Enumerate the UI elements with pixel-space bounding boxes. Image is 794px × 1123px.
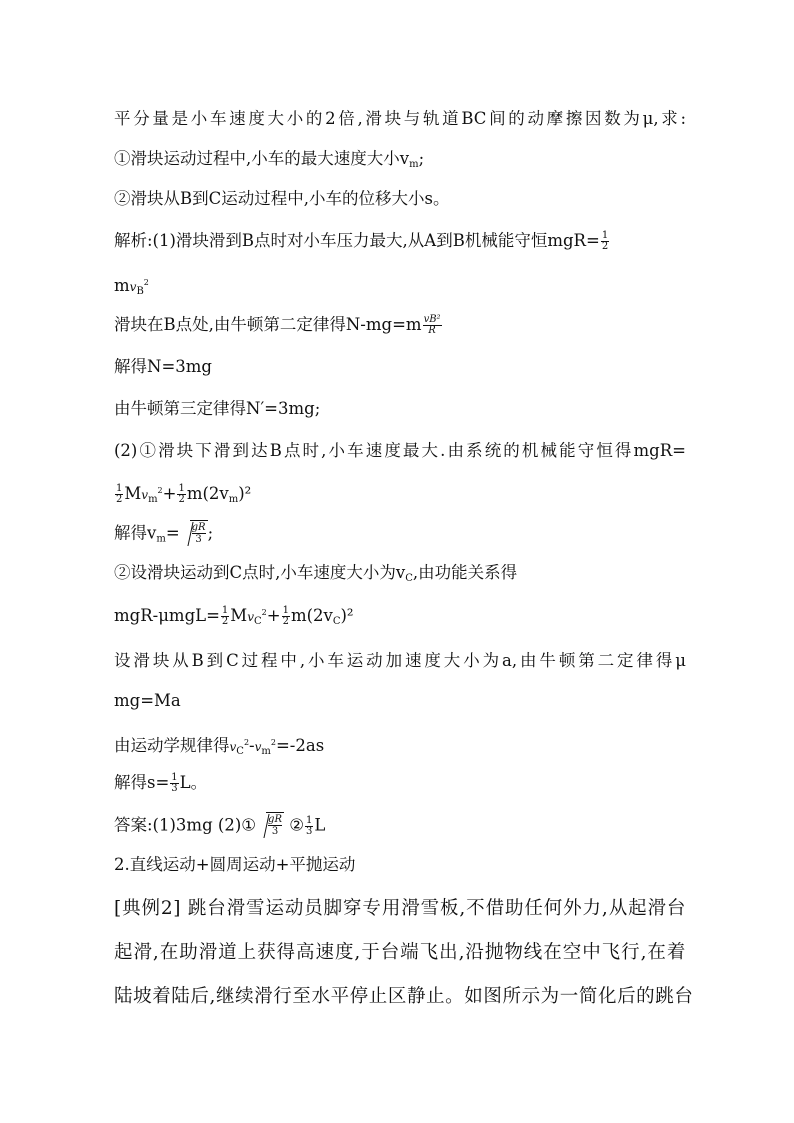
text-line-6: 滑块在B点处,由牛顿第二定律得N-mg=m $\frac{\text{vB²}}{R}$ [114, 314, 441, 336]
text-line-11: 解得$v_m=$ $\frac{gR}{3}$ ; [114, 520, 686, 551]
text-line-4: 解析:(1)滑块滑到B点时对小车压力最大,从A到B机械能守恒mgR= $\frac{1}{2}$ [114, 230, 609, 252]
text-line-7: 解得N=3mg [114, 357, 212, 376]
text-line-5: $mv_B^2$ [114, 276, 149, 297]
text-line-16: 由运动学规律得$v_C^2-v_m^2=-2as$ [114, 736, 325, 757]
text-line-14: 设滑块从B到C过程中,小车运动加速度大小为a,由牛顿第二定律得μ [114, 651, 686, 670]
text-line-2: ①滑块运动过程中,小车的最大速度大小$v_m$; [114, 149, 425, 170]
fraction-vb2-over-r: $\frac{\text{vB²}}{R}$ [423, 314, 441, 336]
text-line-17: 解得s= $\frac{1}{3}$ L。 [114, 772, 208, 794]
text-line-13: mgR-μmgL= $\frac{1}{2}$ $Mv_C^2+$ $\frac{1}{2}$ $m(2v_C)^2$ [114, 605, 354, 627]
text-line-15: mg=Ma [114, 691, 181, 710]
fraction-third: $\frac{1}{3}$ [171, 772, 178, 794]
text-line-example-2: 起滑,在助滑道上获得高速度,于台端飞出,沿抛物线在空中飞行,在着 [114, 942, 686, 963]
sqrt-gr-over-3: $\frac{gR}{3}$ [182, 520, 208, 548]
text-line-answer: 答案:(1)3mg (2)① $\frac{gR}{3}$ ② $\frac{1}{3}$ L [114, 812, 686, 840]
text-line-12: ②设滑块运动到C点时,小车速度大小为$v_C$,由功能关系得 [114, 563, 518, 584]
text-line-10: $\frac{1}{2}$ $Mv_m^2+$ $\frac{1}{2}$ $m(2v_m)^2$ [116, 483, 252, 505]
text-line-3: ②滑块从B到C运动过程中,小车的位移大小s。 [114, 189, 450, 208]
text-line-8: 由牛顿第三定律得N′=3mg; [114, 399, 321, 418]
text-line-9: (2)①滑块下滑到达B点时,小车速度最大.由系统的机械能守恒得mgR= [114, 441, 686, 460]
text-line-example-1: [典例2] 跳台滑雪运动员脚穿专用滑雪板,不借助任何外力,从起滑台 [114, 898, 686, 919]
text-line-1: 平分量是小车速度大小的2倍,滑块与轨道BC间的动摩擦因数为μ,求: [114, 109, 686, 128]
section-heading: 2.直线运动+圆周运动+平抛运动 [114, 855, 356, 874]
fraction-half: $\frac{1}{2}$ [601, 230, 609, 252]
text-line-example-3: 陆坡着陆后,继续滑行至水平停止区静止。如图所示为一简化后的跳台 [114, 986, 694, 1007]
